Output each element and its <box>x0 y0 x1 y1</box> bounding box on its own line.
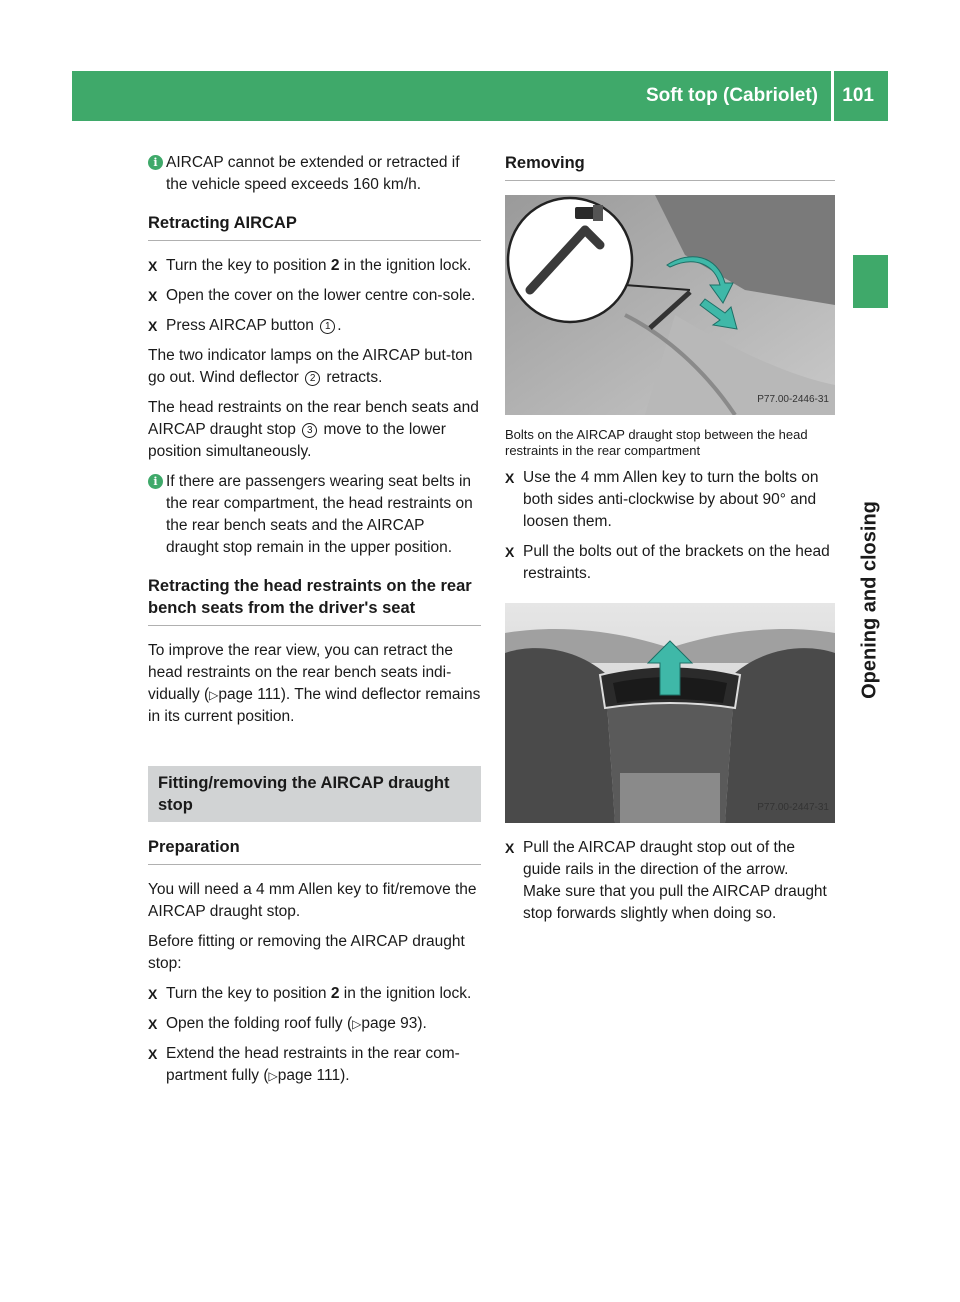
image-code: P77.00-2447-31 <box>757 802 829 813</box>
info-note <box>148 471 481 559</box>
step-marker-icon: X <box>148 288 158 304</box>
section-title: Soft top (Cabriolet) <box>645 85 818 106</box>
step-marker-icon: X <box>148 318 158 334</box>
callout-2-icon: 2 <box>305 371 320 386</box>
side-tab-marker <box>853 255 888 308</box>
step-marker-icon: X <box>505 544 515 560</box>
step-item: X Use the 4 mm Allen key to turn the bolts on both sides anti-clockwise by about 90° and loosen them. <box>505 469 819 530</box>
heading-retracting-aircap: Retracting AIRCAP <box>148 212 481 241</box>
paragraph: The two indicator lamps on the AIRCAP but-ton go out. Wind deflector 2 retracts. <box>148 347 473 386</box>
section-heading-fitting-removing: Fitting/removing the AIRCAP draught stop <box>148 766 481 822</box>
paragraph: To improve the rear view, you can retract the head restraints on the rear bench seats indi-vidually (▷page 111). The wind deflector remains in its current position. <box>148 642 481 725</box>
step-marker-icon: X <box>505 470 515 486</box>
step-item: X Pull the AIRCAP draught stop out of the guide rails in the direction of the arrow. <box>505 839 795 878</box>
page-ref-arrow-icon: ▷ <box>352 1017 362 1031</box>
note-text: AIRCAP cannot be extended or retracted if the vehicle speed exceeds 160 km/h. <box>166 154 460 193</box>
step-marker-icon: X <box>148 258 158 274</box>
paragraph: The head restraints on the rear bench seats and AIRCAP draught stop 3 move to the lower position simultaneously. <box>148 399 479 460</box>
image-code: P77.00-2446-31 <box>757 394 829 405</box>
allen-key-illustration <box>505 195 835 415</box>
page-reference-link[interactable]: page 111). <box>277 1067 350 1084</box>
step-marker-icon: X <box>148 1046 158 1062</box>
info-icon: i <box>148 155 163 170</box>
paragraph: Before fitting or removing the AIRCAP draught stop: <box>148 933 465 972</box>
header-divider <box>831 71 834 121</box>
chapter-label: Opening and closing <box>858 501 881 699</box>
step-item: X Extend the head restraints in the rear com-partment fully (▷page 111). <box>148 1045 460 1084</box>
page-reference-link[interactable]: page 93). <box>361 1015 427 1032</box>
page-ref-arrow-icon: ▷ <box>209 688 219 702</box>
step-item: X Open the cover on the lower centre con-sole. <box>148 285 481 307</box>
image-caption: Bolts on the AIRCAP draught stop between the head restraints in the rear compartment <box>505 427 808 458</box>
info-icon: i <box>148 474 163 489</box>
step-item: X Turn the key to position 2 in the ignition lock. <box>148 983 481 1005</box>
header-bar <box>72 71 888 121</box>
heading-removing: Removing <box>505 152 835 181</box>
step-item: X Pull the bolts out of the brackets on the head restraints. <box>505 543 830 582</box>
draught-stop-illustration <box>505 603 835 823</box>
note-text: If there are passengers wearing seat belts in the rear compartment, the head restraints on the rear bench seats and the AIRCAP draught stop remain in the upper position. <box>166 473 473 556</box>
paragraph: You will need a 4 mm Allen key to fit/remove the AIRCAP draught stop. <box>148 881 477 920</box>
page-reference-link[interactable]: page 111). The wind deflector remains in its current position. <box>148 686 481 725</box>
step-marker-icon: X <box>148 986 158 1002</box>
step-item: X Open the folding roof fully (▷page 93). <box>148 1013 481 1035</box>
step-marker-icon: X <box>148 1016 158 1032</box>
info-note <box>148 152 481 196</box>
callout-3-icon: 3 <box>302 423 317 438</box>
left-column <box>148 152 481 1095</box>
step-marker-icon: X <box>505 840 515 856</box>
page-number: 101 <box>842 85 874 106</box>
photo-draught-stop <box>505 603 835 823</box>
right-column <box>505 152 835 933</box>
step-item: X Press AIRCAP button 1 . <box>148 315 481 337</box>
paragraph: Make sure that you pull the AIRCAP draught stop forwards slightly when doing so. <box>523 883 827 922</box>
callout-1-icon: 1 <box>320 319 335 334</box>
page-ref-arrow-icon: ▷ <box>268 1069 278 1083</box>
photo-allen-key-bolts <box>505 195 835 415</box>
heading-preparation: Preparation <box>148 836 481 865</box>
heading-retracting-head-restraints: Retracting the head restraints on the rear bench seats from the driver's seat <box>148 575 481 626</box>
step-item: X Turn the key to position 2 in the ignition lock. <box>148 255 481 277</box>
